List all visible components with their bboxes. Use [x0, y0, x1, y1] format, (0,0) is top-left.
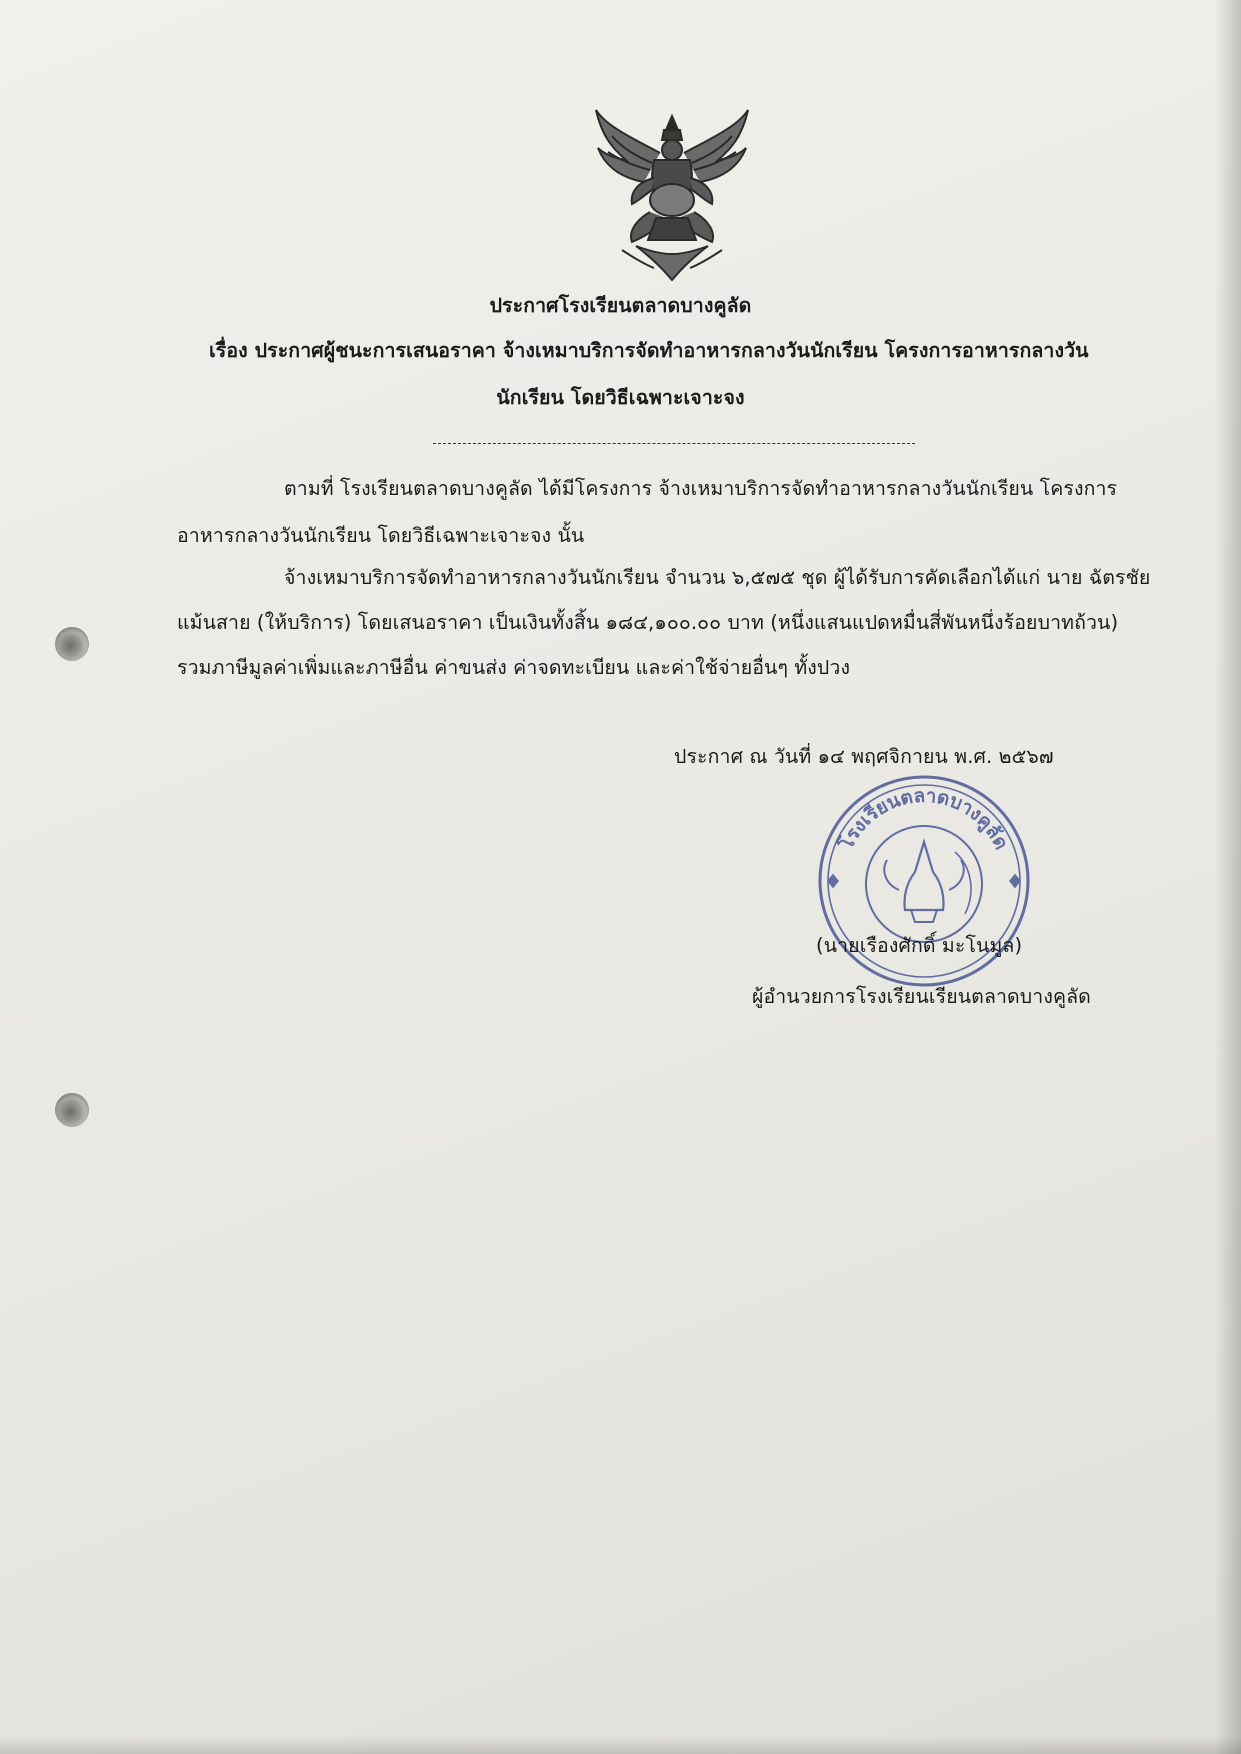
punch-hole-bottom: [55, 1093, 89, 1127]
announcement-date: ประกาศ ณ วันที่ ๑๔ พฤศจิกายน พ.ศ. ๒๕๖๗: [674, 745, 1054, 768]
page-edge-shadow: [1215, 0, 1241, 1754]
punch-hole-top: [55, 627, 89, 661]
paragraph-1-line-1: ตามที่ โรงเรียนตลาดบางคูลัด ได้มีโครงการ จ้างเหมาบริการจัดทำอาหารกลางวันนักเรียน โครงการ: [284, 477, 1118, 500]
header-title: ประกาศโรงเรียนตลาดบางคูลัด: [489, 294, 752, 317]
page-bottom-shadow: [0, 1736, 1241, 1754]
separator-rule: [433, 443, 915, 444]
subject-line-2: นักเรียน โดยวิธีเฉพาะเจาะจง: [496, 386, 745, 409]
paragraph-2-line-1: จ้างเหมาบริการจัดทำอาหารกลางวันนักเรียน จำนวน ๖,๕๗๕ ชุด ผู้ได้รับการคัดเลือกได้แก่ นาย ฉัตรชัย: [284, 566, 1151, 589]
signatory-title: ผู้อำนวยการโรงเรียนเรียนตลาดบางคูลัด: [752, 985, 1091, 1008]
signatory-name: (นายเรืองศักดิ์ มะโนมูล): [816, 934, 1023, 957]
paragraph-2-line-2: แม้นสาย (ให้บริการ) โดยเสนอราคา เป็นเงินทั้งสิ้น ๑๘๔,๑๐๐.๐๐ บาท (หนึ่งแสนแปดหมื่นสี่พันหนึ่งร้อยบาทถ้วน): [177, 611, 1119, 634]
seal-text: โรงเรียนตลาดบางคูลัด: [835, 784, 1013, 854]
subject-line-1: เรื่อง ประกาศผู้ชนะการเสนอราคา จ้างเหมาบริการจัดทำอาหารกลางวันนักเรียน โครงการอาหารกลางวัน: [209, 339, 1089, 362]
paragraph-1-line-2: อาหารกลางวันนักเรียน โดยวิธีเฉพาะเจาะจง นั้น: [177, 524, 585, 547]
paragraph-2-line-3: รวมภาษีมูลค่าเพิ่มและภาษีอื่น ค่าขนส่ง ค่าจดทะเบียน และค่าใช้จ่ายอื่นๆ ทั้งปวง: [177, 656, 851, 679]
garuda-emblem-icon: [592, 108, 752, 283]
